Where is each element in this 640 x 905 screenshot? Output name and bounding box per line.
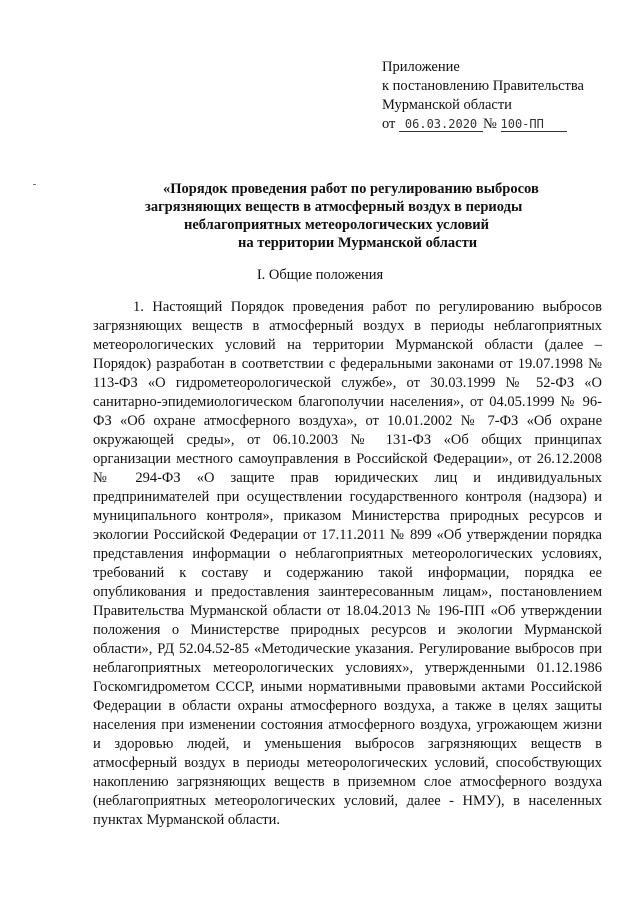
appendix-region: Мурманской области	[382, 97, 512, 113]
section-heading: I. Общие положения	[256, 267, 384, 283]
title-line-1: «Порядок проведения работ по регулированию выбросов	[163, 181, 539, 197]
handwritten-date: 06.03.2020	[399, 117, 483, 132]
appendix-reference: к постановлению Правительства	[382, 78, 584, 94]
appendix-block	[382, 58, 584, 134]
title-line-2: загрязняющих веществ в атмосферный воздух в периоды	[145, 199, 523, 215]
paragraph-1: 1. Настоящий Порядок проведения работ по регулированию выбросов загрязняющих веществ в атмосферный воздух в периоды неблагоприятных метеорологических условий на территории Мурманской области (далее – Порядок) разработан в соответствии с федеральными законами от 19.07.1998 № 113-ФЗ «О гидрометеорологической службе», от 30.03.1999 № 52-ФЗ «О санитарно-эпидемиологическом благополучии населения», от 04.05.1999 № 96-ФЗ «Об охране атмосферного воздуха», от 10.01.2002 № 7-ФЗ «Об охране окружающей среды», от 06.10.2003 № 131-ФЗ «Об общих принципах организации местного самоуправления в Российской Федерации», от 26.12.2008 № 294-ФЗ «О защите прав юридических лиц и индивидуальных предпринимателей при осуществлении государственного контроля (надзора) и муниципального контроля», приказом Министерства природных ресурсов и экологии Российской Федерации от 17.11.2011 № 899 «Об утверждении порядка представления информации о неблагоприятных метеорологических условиях, требований к составу и содержанию такой информации, порядка ее опубликования и предоставления заинтересованным лицам», постановлением Правительства Мурманской области от 18.04.2013 № 196-ПП «Об утверждении положения о Министерстве природных ресурсов и экологии Мурманской области», РД 52.04.52-85 «Методические указания. Регулирование выбросов при неблагоприятных метеорологических условиях», утвержденными 01.12.1986 Госкомгидрометом СССР, иными нормативными правовыми актами Российской Федерации в области охраны атмосферного воздуха, а также в целях защиты населения при изменении состояния атмосферного воздуха, угрожающем жизни и здоровью людей, и уменьшения выбросов загрязняющих веществ в атмосферный воздух в периоды метеорологических условий, способствующих накоплению загрязняющих веществ в приземном слое атмосферного воздуха (неблагоприятных метеорологических условий, далее - НМУ), в населенных пунктах Мурманской области.	[93, 299, 602, 828]
title-line-4: на территории Мурманской области	[238, 235, 478, 251]
appendix-date-line	[382, 115, 584, 134]
handwritten-number: 100-ПП	[501, 117, 567, 132]
appendix-label: Приложение	[382, 59, 460, 75]
number-sign: №	[483, 116, 497, 132]
date-prefix: от	[382, 116, 396, 132]
document-title	[0, 180, 640, 252]
title-line-3: неблагоприятных метеорологических условий	[184, 217, 490, 233]
